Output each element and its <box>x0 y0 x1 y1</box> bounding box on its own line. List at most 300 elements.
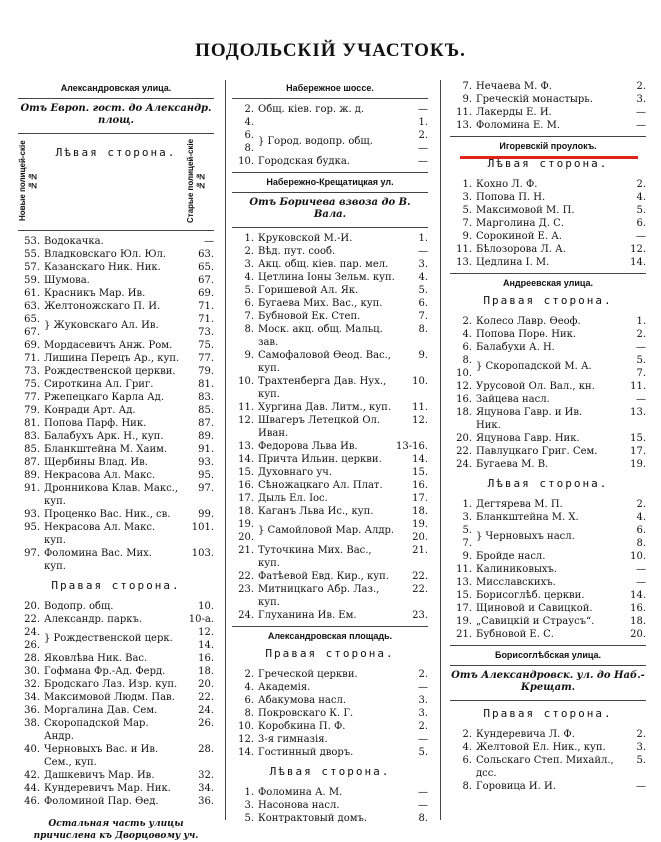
list-item <box>450 191 646 204</box>
divider <box>450 273 646 274</box>
house-number: 5. <box>462 205 472 216</box>
owner-name: Яцунова Гавр. и Ив. <box>476 407 583 418</box>
owner-name: Вѣд. пут. сооб. <box>258 246 336 257</box>
owner-name: Желтоножскаго П. И. <box>44 301 161 312</box>
owner-name: Цетлина Іоны Зельм. куп. <box>258 272 395 283</box>
old-number: 2. <box>418 130 428 141</box>
owner-name: Фоломина А. М. <box>258 787 343 798</box>
list-item <box>18 704 214 717</box>
list-item <box>450 93 646 106</box>
house-number: 59. <box>24 275 40 286</box>
list-item <box>232 799 428 812</box>
old-number: 22. <box>412 584 428 595</box>
old-number: 19. <box>630 459 646 470</box>
house-number: 19. <box>456 616 472 627</box>
old-number: — <box>418 682 428 693</box>
divider <box>450 700 646 701</box>
owner-name: Греческій монастырь. <box>476 94 593 105</box>
owner-name: Гостинный дворъ. <box>258 747 354 758</box>
old-number: 12. <box>412 415 428 426</box>
street-subheading: Отъ Европ. гост. до Александр. площ. <box>20 103 212 126</box>
old-number: 69. <box>198 288 214 299</box>
owner-name: Кундеревича Л. Ф. <box>476 729 575 740</box>
street-heading: Набережное шоссе. <box>286 83 374 93</box>
list-item <box>18 795 214 808</box>
list-item <box>450 243 646 256</box>
owner-name: Скоропадской Мар. <box>44 718 149 729</box>
old-number: 20. <box>412 532 428 543</box>
owner-name-continuation: куп. <box>44 561 66 572</box>
entry-list <box>450 498 646 641</box>
house-number: 32. <box>24 679 40 690</box>
house-number: 16. <box>456 394 472 405</box>
house-number: 12. <box>238 734 254 745</box>
list-item <box>450 315 646 328</box>
owner-name: Казанскаго Ник. Ник. <box>44 262 161 273</box>
list-item <box>232 440 428 453</box>
house-number: 8. <box>462 781 472 792</box>
old-number: 10-а. <box>188 614 214 625</box>
street-subheading: Отъ Александровск. ул. до Наб.-Крещат. <box>451 670 645 693</box>
old-number: 5. <box>636 755 646 766</box>
old-number: 11. <box>412 402 428 413</box>
house-number: 1. <box>462 179 472 190</box>
old-number: — <box>418 787 428 798</box>
house-number: 14. <box>238 747 254 758</box>
list-item <box>18 691 214 704</box>
entry-list <box>232 786 428 825</box>
house-number: 73. <box>24 366 40 377</box>
street-heading: Александровская площадь. <box>267 631 393 641</box>
owner-name <box>472 354 622 380</box>
old-number: 67. <box>198 275 214 286</box>
list-item <box>450 524 646 550</box>
old-number: 93. <box>198 457 214 468</box>
owner-name: Кохно Л. Ф. <box>476 179 538 190</box>
owner-name: Митницкаго Абр. Лаз., <box>258 584 380 595</box>
house-number: 30. <box>24 666 40 677</box>
old-number: 2. <box>636 499 646 510</box>
owner-name-text: Рождественской церк. <box>53 633 173 644</box>
list-item <box>232 116 428 129</box>
side-label: Лѣвая сторона. <box>269 765 391 778</box>
list-item <box>232 232 428 245</box>
old-number: 65. <box>198 262 214 273</box>
house-number: 26. <box>24 640 40 651</box>
list-item <box>232 746 428 759</box>
house-number: 6. <box>244 130 254 141</box>
list-item <box>18 417 214 430</box>
owner-name: Марголина Д. С. <box>476 218 565 229</box>
old-number: 3. <box>418 259 428 270</box>
house-number: 11. <box>456 107 472 118</box>
owner-name: Причта Ильин. церкви. <box>258 454 382 465</box>
list-item <box>232 609 428 622</box>
brace-glyph: } <box>258 136 268 147</box>
house-number: 3. <box>462 192 472 203</box>
owner-name-continuation: Сем., куп. <box>44 757 97 768</box>
owner-name: Акц. общ. кіев. пар. мел. <box>258 259 389 270</box>
owner-name: Владковскаго Юл. Юл. <box>44 249 167 260</box>
owner-name-text: Скоропадской М. А. <box>485 361 592 372</box>
house-number: 3. <box>244 259 254 270</box>
old-number: 1. <box>636 316 646 327</box>
owner-name <box>40 626 190 652</box>
house-number: 53. <box>24 236 40 247</box>
house-number: 6. <box>244 695 254 706</box>
old-number: 14. <box>412 454 428 465</box>
house-number: 16. <box>238 480 254 491</box>
old-number: — <box>636 564 646 575</box>
owner-name: Глуханина Ив. Ем. <box>258 610 357 621</box>
owner-name: Щербины Влад. Ив. <box>44 457 148 468</box>
owner-name-continuation: куп. <box>258 389 280 400</box>
old-number: — <box>418 156 428 167</box>
old-number: 2. <box>636 729 646 740</box>
owner-name: Фоломиной Пар. Ѳед. <box>44 796 159 807</box>
old-number: 91. <box>198 444 214 455</box>
old-number: — <box>204 236 214 247</box>
owner-name: Дашкевичъ Мар. Ив. <box>44 770 155 781</box>
old-number: 11. <box>630 381 646 392</box>
house-number: 91. <box>24 483 40 494</box>
old-number: 13-16. <box>395 441 428 452</box>
house-number: 4. <box>244 682 254 693</box>
old-number: 3. <box>418 708 428 719</box>
owner-name: Попова Парф. Ник. <box>44 418 147 429</box>
divider <box>232 98 428 99</box>
owner-name-text: Самойловой Мар. Алдр. <box>267 525 395 536</box>
owner-name: Максимовой Людм. Пав. <box>44 692 175 703</box>
house-number: 55. <box>24 249 40 260</box>
old-number: 23. <box>412 610 428 621</box>
old-number: 81. <box>198 379 214 390</box>
brace-glyph: } <box>44 633 54 644</box>
owner-name <box>254 129 404 155</box>
house-number <box>232 518 254 544</box>
brace-glyph: } <box>476 361 486 372</box>
owner-name: Самофаловой Ѳеод. Вас., <box>258 350 391 361</box>
side-label: Правая сторона. <box>265 647 395 660</box>
owner-name: Лакерды Е. И. <box>476 107 552 118</box>
list-item <box>18 235 214 248</box>
house-number: 9. <box>462 231 472 242</box>
old-number: 16. <box>412 480 428 491</box>
house-number: 28. <box>24 653 40 664</box>
owner-name-continuation: куп. <box>258 558 280 569</box>
house-number: 8. <box>462 355 472 366</box>
entry-list <box>450 80 646 132</box>
list-item <box>18 261 214 274</box>
house-number: 18. <box>456 407 472 418</box>
house-number: 34. <box>24 692 40 703</box>
old-number: 3. <box>418 695 428 706</box>
house-number: 61. <box>24 288 40 299</box>
old-number: 2. <box>418 721 428 732</box>
list-item <box>232 323 428 336</box>
old-number: 18. <box>412 506 428 517</box>
old-number: 9. <box>418 350 428 361</box>
owner-name: Лишина Перецъ Ар., куп. <box>44 353 180 364</box>
house-number: 7. <box>462 81 472 92</box>
list-item <box>450 217 646 230</box>
old-number <box>190 313 214 339</box>
owner-name: 3-я гимназія. <box>258 734 328 745</box>
house-number <box>232 129 254 155</box>
old-number: 24. <box>198 705 214 716</box>
house-number: 13. <box>238 441 254 452</box>
house-number: 63. <box>24 301 40 312</box>
old-number: 14. <box>630 590 646 601</box>
owner-name: Коробкина П. Ф. <box>258 721 346 732</box>
old-number: 36. <box>198 796 214 807</box>
house-number: 15. <box>238 467 254 478</box>
old-number: 26. <box>198 718 214 729</box>
entry-list <box>450 178 646 269</box>
list-item <box>18 313 214 339</box>
list-item <box>232 694 428 707</box>
owner-name: Фатѣевой Евд. Кир., куп. <box>258 571 390 582</box>
old-number: 73. <box>198 327 214 338</box>
list-item <box>232 786 428 799</box>
old-number: 20. <box>198 679 214 690</box>
house-number: 97. <box>24 548 40 559</box>
list-item <box>18 626 214 652</box>
list-item <box>18 678 214 691</box>
owner-name: Яцунова Гавр. Ник. <box>476 433 580 444</box>
list-item <box>18 404 214 417</box>
list-item <box>18 443 214 456</box>
old-number: 18. <box>198 666 214 677</box>
owner-name: Ржепецкаго Карла Ад. <box>44 392 165 403</box>
old-number <box>190 626 214 652</box>
old-number: 6. <box>636 218 646 229</box>
owner-name: Яковлѣва Ник. Вас. <box>44 653 148 664</box>
old-number: 1. <box>418 117 428 128</box>
old-number: 4. <box>636 512 646 523</box>
list-item <box>450 602 646 615</box>
divider <box>18 133 214 134</box>
list-item <box>232 284 428 297</box>
list-item <box>450 119 646 132</box>
house-number: 11. <box>238 402 254 413</box>
old-number: 5. <box>636 205 646 216</box>
house-number: 9. <box>244 350 254 361</box>
owner-name: Бубновой Е. С. <box>476 629 554 640</box>
old-number <box>622 524 646 550</box>
owner-name: Щиновой и Савицкой. <box>476 603 593 614</box>
owner-name: Насонова насл. <box>258 800 340 811</box>
street-heading: Игоревскій проулокъ. <box>499 141 597 151</box>
owner-name <box>40 313 190 339</box>
owner-name: Попова П. Н. <box>476 192 546 203</box>
list-item <box>232 401 428 414</box>
house-number: 13. <box>456 120 472 131</box>
owner-name: Водокачка. <box>44 236 104 247</box>
owner-name: Дронникова Клав. Макс., <box>44 483 179 494</box>
house-number: 1. <box>244 787 254 798</box>
old-number: — <box>418 246 428 257</box>
owner-name: Калиниковыхъ. <box>476 564 558 575</box>
list-item <box>450 106 646 119</box>
owner-name: Сироткина Ал. Григ. <box>44 379 154 390</box>
side-label: Лѣвая сторона. <box>487 477 609 490</box>
house-number: 11. <box>456 564 472 575</box>
house-number: 9. <box>462 551 472 562</box>
owner-name: Моргалина Дав. Сем. <box>44 705 158 716</box>
divider <box>450 645 646 646</box>
owner-name: Борисоглѣб. церкви. <box>476 590 585 601</box>
list-item <box>450 728 646 741</box>
house-number: 10. <box>238 156 254 167</box>
list-item <box>18 482 214 495</box>
old-number: 12. <box>630 244 646 255</box>
list-item <box>450 432 646 445</box>
owner-name: Нечаева М. Ф. <box>476 81 552 92</box>
owner-name: Туточкина Мих. Вас., <box>258 545 372 556</box>
old-number: — <box>636 231 646 242</box>
old-number: 5. <box>418 285 428 296</box>
house-number: 3. <box>244 800 254 811</box>
old-number: 95. <box>198 470 214 481</box>
old-number: 32. <box>198 770 214 781</box>
old-number: 97. <box>198 483 214 494</box>
old-number: — <box>418 143 428 154</box>
owner-name: Сорокиной Е. А. <box>476 231 562 242</box>
house-number: 4. <box>244 117 254 128</box>
old-number: 20. <box>630 629 646 640</box>
house-number: 19. <box>238 519 254 530</box>
old-number: 10. <box>198 601 214 612</box>
owner-name: Фоломина Е. М. <box>476 120 561 131</box>
owner-name-continuation: зав. <box>258 337 279 348</box>
old-number: — <box>636 107 646 118</box>
divider <box>232 192 428 193</box>
house-number: 2. <box>462 729 472 740</box>
list-item <box>450 615 646 628</box>
house-number: 18. <box>238 506 254 517</box>
house-number: 71. <box>24 353 40 364</box>
old-number: 6. <box>636 525 646 536</box>
old-number: 19. <box>412 519 428 530</box>
owner-name: Бродскаго Лаз. Изр. куп. <box>44 679 178 690</box>
list-item <box>232 349 428 362</box>
list-item <box>232 129 428 155</box>
street-heading: Андреевская улица. <box>502 278 594 288</box>
old-number: 15. <box>412 467 428 478</box>
old-number: 3. <box>636 94 646 105</box>
house-number: 10. <box>238 721 254 732</box>
house-number: 79. <box>24 405 40 416</box>
house-number: 17. <box>238 493 254 504</box>
list-item <box>232 518 428 544</box>
list-item <box>232 583 428 596</box>
list-item <box>450 204 646 217</box>
divider <box>232 172 428 173</box>
owner-name: Урусовой Ол. Вал., кн. <box>476 381 595 392</box>
house-number: 13. <box>456 577 472 588</box>
owner-name: Бланкштейна М. Хаим. <box>44 444 168 455</box>
list-item <box>450 498 646 511</box>
house-number: 4. <box>462 329 472 340</box>
old-number: 21. <box>412 545 428 556</box>
house-number: 87. <box>24 457 40 468</box>
owner-name-continuation: куп. <box>258 597 280 608</box>
owner-name <box>472 524 622 550</box>
list-item <box>18 665 214 678</box>
list-item <box>18 469 214 482</box>
list-item <box>18 521 214 534</box>
list-item <box>18 743 214 756</box>
old-number: 18. <box>630 616 646 627</box>
column-divider <box>440 80 441 820</box>
owner-name <box>254 518 404 544</box>
list-item <box>450 550 646 563</box>
divider <box>232 626 428 627</box>
old-number: 87. <box>198 418 214 429</box>
owner-name: Кундеревичъ Мар. Ник. <box>44 783 171 794</box>
owner-name: Трахтенберга Дав. Нух., <box>258 376 387 387</box>
list-item <box>232 570 428 583</box>
house-number: 81. <box>24 418 40 429</box>
house-number: 4. <box>462 742 472 753</box>
column-middle <box>232 80 428 824</box>
owner-name: Рождественской церкви. <box>44 366 176 377</box>
entry-list <box>450 728 646 793</box>
list-item <box>232 492 428 505</box>
owner-name: Хургина Дав. Литм., куп. <box>258 402 392 413</box>
owner-name: Контрактовый домъ. <box>258 813 368 824</box>
house-number: 69. <box>24 340 40 351</box>
street-heading: Набережно-Крещатицкая ул. <box>266 177 394 187</box>
owner-name: Абакумова насл. <box>258 695 347 706</box>
side-label: Лѣвая сторона. <box>487 157 609 170</box>
old-number: 17. <box>630 446 646 457</box>
owner-name: Дегтярева М. П. <box>476 499 563 510</box>
owner-name: Городская будка. <box>258 156 350 167</box>
old-number: 34. <box>198 783 214 794</box>
owner-name: Федорова Льва Ив. <box>258 441 358 452</box>
owner-name: Круковской М.-И. <box>258 233 353 244</box>
house-number: 11. <box>456 244 472 255</box>
owner-name-text: Черновыхъ насл. <box>485 531 575 542</box>
list-item <box>18 352 214 365</box>
house-number: 44. <box>24 783 40 794</box>
owner-name: Мисславскихъ. <box>476 577 556 588</box>
owner-name-continuation: Ник. <box>476 420 501 431</box>
old-number: 4. <box>418 272 428 283</box>
old-number: 63. <box>198 249 214 260</box>
house-number: 5. <box>462 525 472 536</box>
brace-glyph: } <box>476 531 486 542</box>
old-number: 8. <box>636 538 646 549</box>
list-item <box>450 393 646 406</box>
old-number: 2. <box>636 81 646 92</box>
list-item <box>450 754 646 767</box>
house-number: 24. <box>238 610 254 621</box>
owner-name: Попова Порѳ. Ник. <box>476 329 577 340</box>
old-number: 2. <box>636 329 646 340</box>
house-number: 21. <box>238 545 254 556</box>
old-number: 2. <box>418 669 428 680</box>
owner-name: Дыль Ел. Іос. <box>258 493 328 504</box>
side-label: Правая сторона. <box>483 707 613 720</box>
entry-list <box>232 232 428 622</box>
list-item <box>18 248 214 261</box>
house-number: 95. <box>24 522 40 533</box>
house-number: 77. <box>24 392 40 403</box>
list-item <box>450 328 646 341</box>
